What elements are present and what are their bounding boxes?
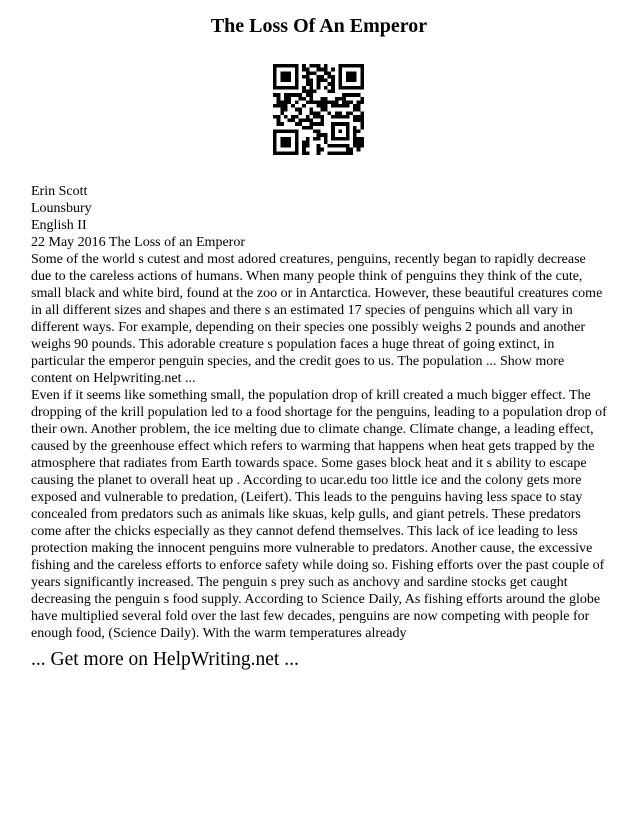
document-title: The Loss Of An Emperor (210, 15, 428, 37)
text-line: decreasing the penguin s food supply. According to Science Daily, As fishing efforts around the globe (31, 592, 601, 607)
text-line: causing the planet to overall heat up . According to ucar.edu too little ice and the colony gets more (31, 473, 582, 488)
text-line: in all different sizes and shapes and there s an estimated 17 species of penguins which all vary in (31, 303, 573, 318)
text-line: fishing and the careless efforts to enforce safety while doing so. Fishing efforts over the past couple of (31, 558, 605, 573)
text-line: their own. Another problem, the ice melting due to climate change. Climate change, a leading effect, (31, 422, 594, 437)
text-line: content on Helpwriting.net ... (31, 371, 196, 386)
text-line: Even if it seems like something small, the population drop of krill created a much bigger effect. The (31, 388, 591, 403)
text-line: small black and white bird, found at the zoo or in Antarctica. However, these beautiful creatures come (31, 286, 603, 301)
text-line: enough food, (Science Daily). With the warm temperatures already (31, 626, 407, 641)
paragraph-2 (31, 387, 616, 642)
text-line: have multiplied several fold over the last few decades, penguins are now competing with people for (31, 609, 590, 624)
text-line: caused by the greenhouse effect which refers to warming that happens when heat gets trapped by the (31, 439, 595, 454)
text-line: concealed from predators such as animals like skuas, kelp gulls, and giant petrels. These predators (31, 507, 581, 522)
text-line: weighs 90 pounds. This adorable creature s population faces a huge threat of going extinct, in (31, 337, 555, 352)
author-line: Erin Scott (31, 184, 88, 199)
text-line: different ways. For example, depending on their species one possibly weighs 2 pounds and another (31, 320, 586, 335)
get-more-link[interactable]: ... Get more on HelpWriting.net ... (31, 649, 299, 670)
course-line: English II (31, 218, 87, 233)
teacher-line: Lounsbury (31, 201, 92, 216)
text-line: come after the chicks especially as they cannot defend themselves. This lack of ice leading to less (31, 524, 578, 539)
text-line: atmosphere that radiates from Earth towards space. Some gases block heat and it s ability to escape (31, 456, 587, 471)
text-line: protection making the innocent penguins more vulnerable to predators. Another cause, the excessive (31, 541, 593, 556)
text-line: exposed and vulnerable to predation, (Leifert). This leads to the penguins having less space to stay (31, 490, 583, 505)
date-title-line: 22 May 2016 The Loss of an Emperor (31, 235, 245, 250)
text-line: dropping of the krill population led to a food shortage for the penguins, leading to a population drop of (31, 405, 607, 420)
text-line: due to the careless actions of humans. When many people think of penguins they think of the cute, (31, 269, 583, 284)
text-line: particular the emperor penguin species, and the credit goes to us. The population ... Show more (31, 354, 565, 369)
essay-body (31, 183, 616, 642)
text-line: years significantly increased. The penguin s prey such as anchovy and sardine stocks get caught (31, 575, 568, 590)
qr-code-icon[interactable] (273, 64, 364, 155)
text-line: Some of the world s cutest and most adored creatures, penguins, recently began to rapidly decrease (31, 252, 586, 267)
paragraph-1 (31, 251, 616, 387)
